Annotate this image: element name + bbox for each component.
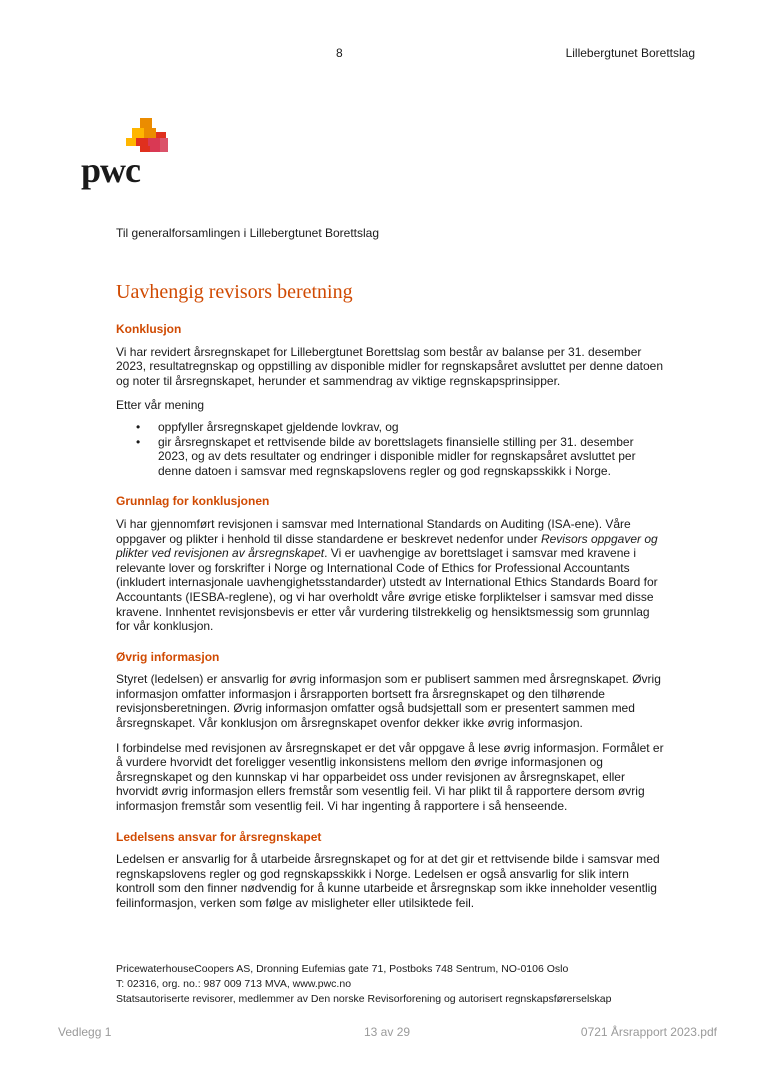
report-title: Uavhengig revisors beretning — [116, 281, 353, 303]
paragraph: Ledelsen er ansvarlig for å utarbeide årsregnskapet og for at det gir et rettvisende bilde i samsvar med regnskapslovens regler og god regnskapsskikk i Norge. Ledelsen er også ansvarlig for slik intern kontroll som den finner nødvendig for å kunne utarbeide et årsregnskap som ikke inneholder vesentlig feilinformasjon, verken som følge av misligheter eller utilsiktede feil. — [116, 852, 660, 910]
pwc-logo-mark — [80, 114, 180, 190]
attachment-label: Vedlegg 1 — [58, 1025, 112, 1039]
firm-accreditation-line: Statsautoriserte revisorer, medlemmer av Den norske Revisorforening og autorisert regnskapsførerselskap — [116, 993, 612, 1005]
paragraph-text: Vi har gjennomført revisjonen i samsvar med International Standards on Auditing (ISA-ene). Våre oppgaver og plikter i henhold til disse standardene er beskrevet nedenfor under — [116, 516, 631, 546]
paragraph: Etter vår mening — [116, 398, 205, 413]
list-item: • gir årsregnskapet et rettvisende bilde av borettslagets finansielle stilling per 31. desember 2023, og av dets resultater og endringer i disponible midler for regnskapsåret avsluttet per denne datoen i samsvar med regnskapslovens regler og god regnskapsskikk i Norge. — [158, 435, 664, 479]
paragraph — [116, 517, 664, 634]
firm-address-line: PricewaterhouseCoopers AS, Dronning Eufemias gate 71, Postboks 748 Sentrum, NO-0106 Oslo — [116, 963, 569, 975]
firm-contact-line: T: 02316, org. no.: 987 009 713 MVA, www.pwc.no — [116, 978, 352, 990]
paragraph: I forbindelse med revisjonen av årsregnskapet er det vår oppgave å lese øvrig informasjon. Formålet er å vurdere hvorvidt det foreligger vesentlig inkonsistens mellom den øvrige informasjonen og årsregnskapet og den kunnskap vi har opparbeidet oss under revisjonen av årsregnskapet, eller hvorvidt øvrig informasjon ellers fremstår som vesentlig feil. Vi har plikt til å rapportere dersom øvrig informasjon fremstår som vesentlig feil. Vi har ingenting å rapportere i så henseende. — [116, 740, 664, 814]
paragraph-emphasis: Revisors oppgaver og plikter ved revisjonen av årsregnskapet — [116, 531, 658, 561]
section-conclusion — [116, 322, 664, 478]
page-count: 13 av 29 — [364, 1025, 411, 1039]
pwc-wordmark: pwc — [81, 150, 140, 190]
addressee: Til generalforsamlingen i Lillebergtunet Borettslag — [116, 226, 380, 240]
section-heading: Konklusjon — [116, 322, 182, 336]
paragraph: Vi har revidert årsregnskapet for Lillebergtunet Borettslag som består av balanse per 31. desember 2023, resultatregnskap og oppstilling av disponible midler for regnskapsåret avsluttet per denne datoen og noter til årsregnskapet, herunder et sammendrag av viktige regnskapsprinsipper. — [116, 344, 664, 388]
file-name: 0721 Årsrapport 2023.pdf — [580, 1025, 717, 1039]
section-heading: Ledelsens ansvar for årsregnskapet — [116, 829, 322, 844]
header-organization: Lillebergtunet Borettslag — [565, 46, 695, 60]
firm-address — [116, 962, 611, 1007]
section-heading: Grunnlag for konklusjonen — [116, 494, 270, 509]
list-item: • oppfyller årsregnskapet gjeldende lovkrav, og — [158, 420, 664, 435]
paragraph-text: . Vi er uavhengige av borettslaget i samsvar med kravene i relevante lover og forskrifter i Norge og International Code of Ethics for Professional Accountants (inkludert internasjonale uavhengighetsstandarder) utstedt av International Ethics Standards Board for Accountants (IESBA-reglene), og vi har overholdt våre øvrige etiske forpliktelser i samsvar med disse kravene. Innhentet revisjonsbevis er etter vår vurdering tilstrekkelig og hensiktsmessig som grunnlag for vår konklusjon. — [116, 546, 658, 634]
section-heading: Øvrig informasjon — [116, 649, 220, 664]
report-body — [116, 322, 664, 927]
section-other-information — [116, 650, 664, 814]
pwc-logo — [80, 114, 180, 190]
section-management-responsibility — [116, 830, 664, 911]
page-number: 8 — [336, 46, 343, 60]
section-basis — [116, 494, 664, 633]
paragraph: Styret (ledelsen) er ansvarlig for øvrig informasjon som er publisert sammen med årsregnskapet. Øvrig informasjon omfatter informasjon i årsrapporten bortsett fra årsregnskapet og den tilhørende revisjonsberetningen. Øvrig informasjon omfatter også budsjettall som er presentert sammen med årsregnskapet. Vår konklusjon om årsregnskapet ovenfor dekker ikke øvrig informasjon. — [116, 672, 661, 731]
bullet-list — [116, 420, 664, 478]
